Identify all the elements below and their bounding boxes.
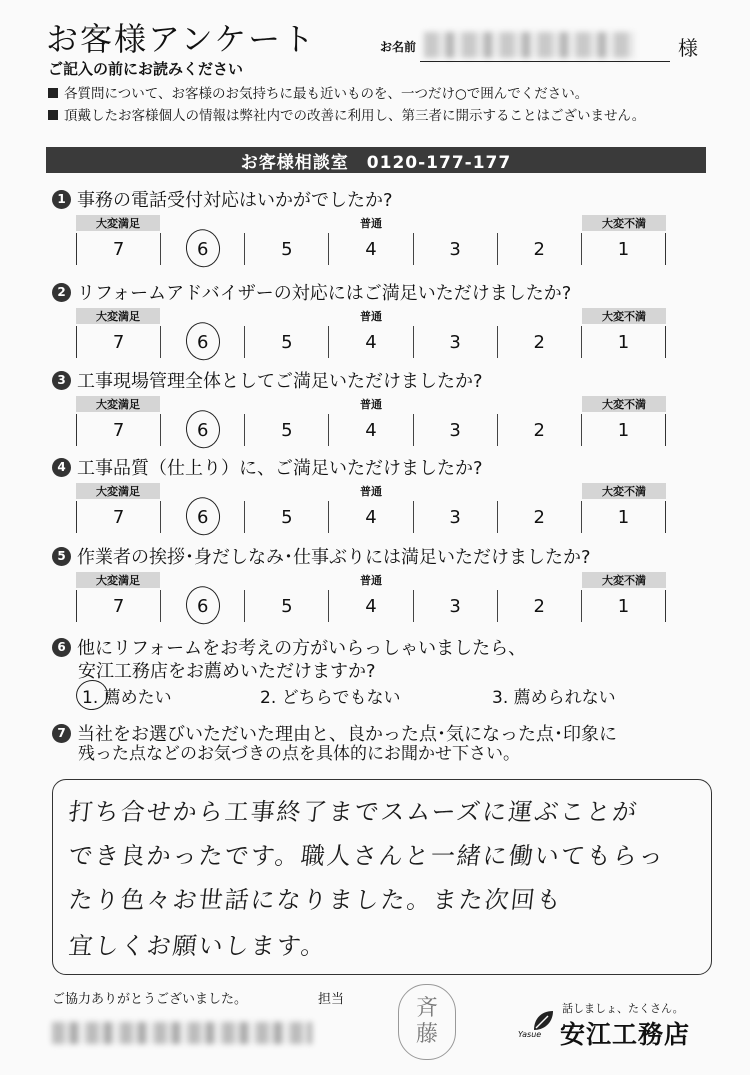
- question-1-heading: [52, 186, 393, 212]
- rating-option[interactable]: 5: [245, 326, 329, 358]
- staff-label: 担当: [318, 992, 345, 1007]
- name-redacted: [424, 32, 634, 58]
- rating-option[interactable]: 7: [77, 501, 161, 533]
- rating-option[interactable]: 4: [329, 501, 413, 533]
- intro-heading: ご記入の前にお読みください: [48, 60, 244, 78]
- note-item: 頂戴したお客様個人の情報は弊社内での改善に利用し、第三者に開示することはございません。: [48, 104, 645, 124]
- hand-circle-mark: [183, 408, 222, 450]
- rating-option[interactable]: 2: [498, 414, 582, 446]
- consultation-band: お客様相談室 0120-177-177: [46, 147, 706, 173]
- question-6-heading-line2: 安江工務店をお薦めいただけますか?: [78, 661, 376, 682]
- rating-option[interactable]: 1: [617, 331, 630, 353]
- rating-option[interactable]: 1: [617, 419, 630, 441]
- scale-bar: [76, 326, 666, 358]
- question-text: 工事現場管理全体としてご満足いただけましたか?: [77, 371, 483, 392]
- rating-option[interactable]: 4: [329, 590, 413, 622]
- rating-option[interactable]: 3: [414, 590, 498, 622]
- question-2-heading: [52, 279, 571, 305]
- scale-label-middle: 普通: [360, 398, 382, 411]
- hand-circle-mark: [183, 584, 222, 626]
- hand-circle-mark: [183, 227, 222, 269]
- rating-option[interactable]: 5: [245, 414, 329, 446]
- rating-option[interactable]: 7: [77, 233, 161, 265]
- page-title: お客様アンケート: [46, 20, 317, 58]
- question-number-icon: 7: [52, 724, 71, 743]
- handwritten-line: たり色々お世話になりました。また次回も: [67, 886, 565, 914]
- name-underline: [420, 61, 670, 62]
- rating-option[interactable]: 2: [498, 590, 582, 622]
- staff-seal-stamp: 斉 藤: [398, 984, 456, 1060]
- scale-label-right: 大変不満: [582, 215, 666, 231]
- scale-label-middle: 普通: [360, 485, 382, 498]
- q6-options: [82, 683, 682, 709]
- scale-labels: [76, 572, 666, 588]
- scale-bar: [76, 590, 666, 622]
- question-number-icon: 3: [52, 371, 71, 390]
- scale-label-right: 大変不満: [582, 396, 666, 412]
- rating-option[interactable]: 7: [77, 590, 161, 622]
- rating-option[interactable]: 5: [245, 501, 329, 533]
- rating-option[interactable]: 5: [245, 233, 329, 265]
- question-number-icon: 4: [52, 458, 71, 477]
- rating-option[interactable]: 3: [414, 414, 498, 446]
- rating-option[interactable]: 3: [414, 326, 498, 358]
- scale-label-left: 大変満足: [76, 215, 160, 231]
- name-label: お名前: [380, 40, 417, 54]
- scale-labels: [76, 308, 666, 324]
- scale-label-middle: 普通: [360, 217, 382, 230]
- question-number-icon: 6: [52, 638, 71, 657]
- question-4-heading: [52, 454, 483, 480]
- scale-label-right: 大変不満: [582, 572, 666, 588]
- hand-circle-mark: [183, 495, 222, 537]
- scale-label-left: 大変満足: [76, 572, 160, 588]
- rating-option[interactable]: 5: [245, 590, 329, 622]
- rating-option[interactable]: 3: [414, 233, 498, 265]
- note-item: 各質問について、お客様のお気持ちに最も近いものを、一つだけ○で囲んでください。: [48, 82, 588, 102]
- rating-option[interactable]: 6: [161, 233, 245, 265]
- rating-scale-q2: [76, 308, 666, 360]
- handwritten-line: 宜しくお願いします。: [67, 932, 329, 960]
- square-bullet-icon: [48, 110, 58, 120]
- question-number-icon: 5: [52, 547, 71, 566]
- rating-option[interactable]: 6: [161, 326, 245, 358]
- question-text: 事務の電話受付対応はいかがでしたか?: [77, 190, 393, 211]
- question-text: 工事品質（仕上り）に、ご満足いただけましたか?: [77, 458, 483, 479]
- q6-option-2[interactable]: 2. どちらでもない: [260, 688, 401, 708]
- square-bullet-icon: [48, 88, 58, 98]
- rating-option[interactable]: 6: [161, 501, 245, 533]
- rating-scale-q3: [76, 396, 666, 448]
- question-text: 作業者の挨拶･身だしなみ･仕事ぶりには満足いただけましたか?: [77, 547, 591, 568]
- q6-option-1[interactable]: 1. 薦めたい: [82, 683, 172, 708]
- scale-label-left: 大変満足: [76, 483, 160, 499]
- thanks-text: ご協力ありがとうございました。: [52, 992, 248, 1007]
- scale-label-right: 大変不満: [582, 308, 666, 324]
- scale-labels: [76, 215, 666, 231]
- rating-scale-q1: [76, 215, 666, 267]
- question-7-line2: 残った点などのお気づきの点を具体的にお聞かせ下さい。: [78, 744, 520, 764]
- scale-labels: [76, 396, 666, 412]
- scale-bar: [76, 233, 666, 265]
- handwritten-line: でき良かったです。職人さんと一緒に働いてもらっ: [67, 842, 667, 870]
- question-5-heading: [52, 543, 591, 569]
- rating-option[interactable]: 1: [617, 595, 630, 617]
- question-text: 当社をお選びいただいた理由と、良かった点･気になった点･印象に: [77, 724, 617, 745]
- question-text: 他にリフォームをお考えの方がいらっしゃいましたら、: [77, 638, 527, 659]
- scale-label-left: 大変満足: [76, 308, 160, 324]
- scale-bar: [76, 414, 666, 446]
- scale-label-middle: 普通: [360, 310, 382, 323]
- rating-option[interactable]: 1: [617, 238, 630, 260]
- rating-option[interactable]: 4: [329, 414, 413, 446]
- rating-option[interactable]: 2: [498, 501, 582, 533]
- handwritten-line: 打ち合せから工事終了までスムーズに運ぶことが: [67, 798, 640, 826]
- rating-option[interactable]: 7: [77, 414, 161, 446]
- rating-option[interactable]: 3: [414, 501, 498, 533]
- question-number-icon: 2: [52, 283, 71, 302]
- scale-label-right: 大変不満: [582, 483, 666, 499]
- rating-scale-q4: [76, 483, 666, 535]
- rating-option[interactable]: 4: [329, 326, 413, 358]
- rating-option[interactable]: 6: [161, 414, 245, 446]
- scale-labels: [76, 483, 666, 499]
- address-redacted: [52, 1022, 312, 1044]
- hand-circle-mark: [183, 320, 222, 362]
- scale-bar: [76, 501, 666, 533]
- scale-label-middle: 普通: [360, 574, 382, 587]
- question-3-heading: [52, 367, 483, 393]
- question-number-icon: 1: [52, 190, 71, 209]
- scale-label-left: 大変満足: [76, 396, 160, 412]
- rating-option[interactable]: 6: [161, 590, 245, 622]
- rating-option[interactable]: 2: [498, 233, 582, 265]
- brand-script: Yasue: [518, 1030, 542, 1039]
- rating-option[interactable]: 1: [617, 506, 630, 528]
- name-field[interactable]: [380, 30, 710, 62]
- comment-box[interactable]: [52, 779, 712, 975]
- name-suffix: 様: [678, 36, 698, 60]
- question-text: リフォームアドバイザーの対応にはご満足いただけましたか?: [77, 283, 572, 304]
- q6-option-3[interactable]: 3. 薦められない: [492, 688, 616, 708]
- company-slogan: 話しましょ、たくさん。: [562, 1002, 684, 1015]
- rating-scale-q5: [76, 572, 666, 624]
- rating-option[interactable]: 2: [498, 326, 582, 358]
- company-name: 安江工務店: [560, 1020, 691, 1049]
- rating-option[interactable]: 7: [77, 326, 161, 358]
- rating-option[interactable]: 4: [329, 233, 413, 265]
